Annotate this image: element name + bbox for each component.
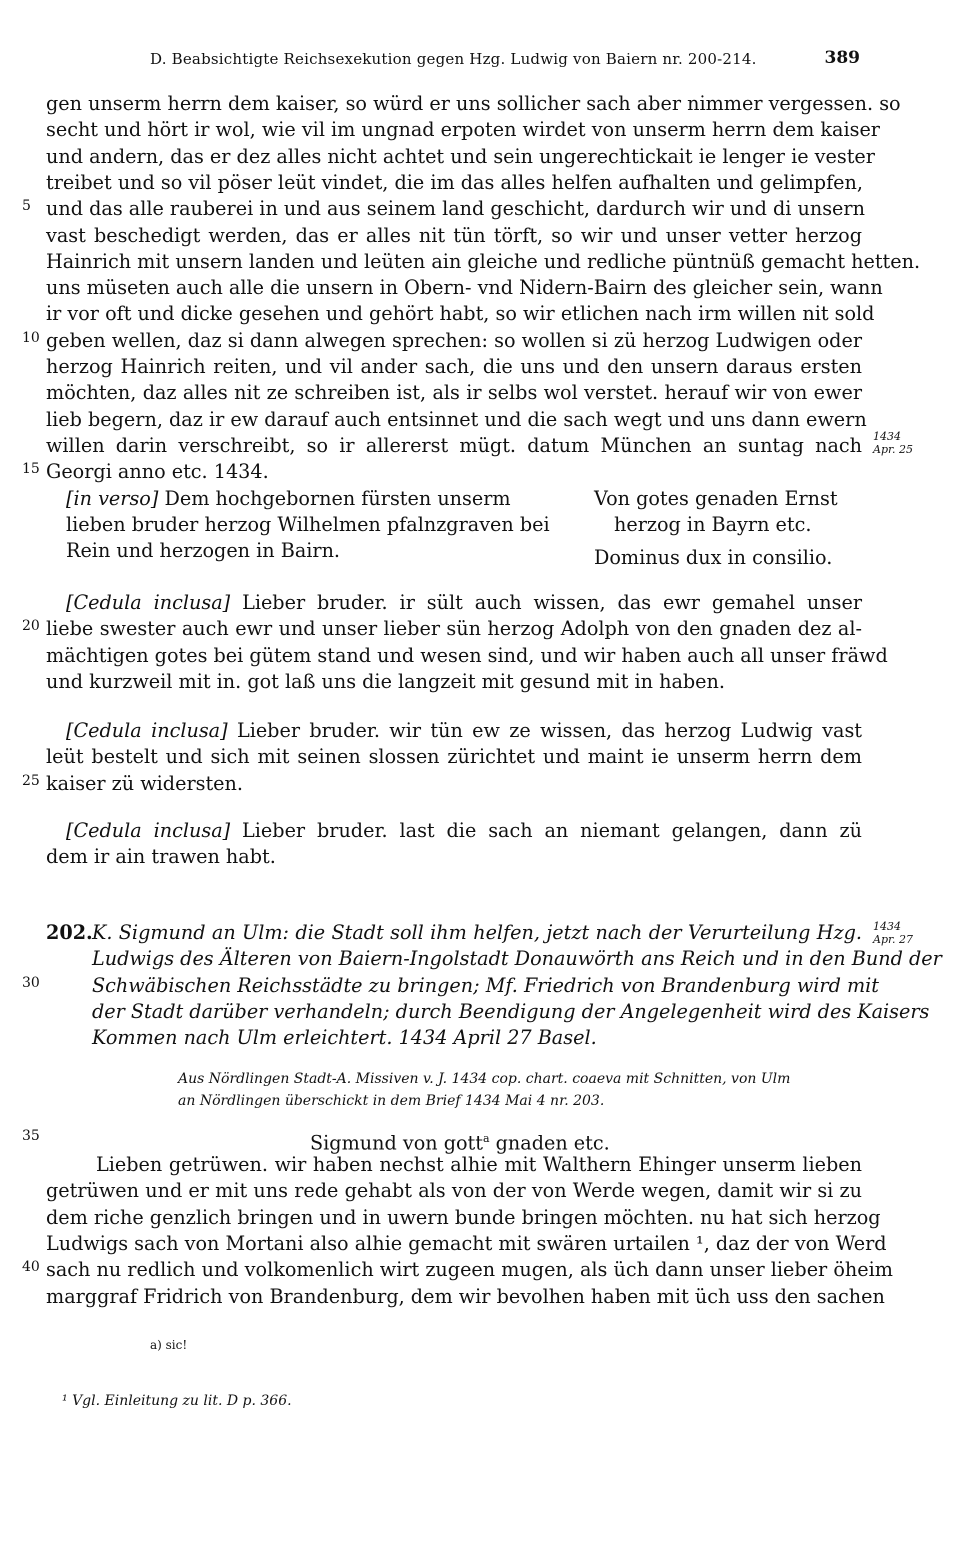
margin-day: Apr. 25 bbox=[873, 443, 914, 456]
cedula-label: [Cedula inclusa] bbox=[66, 819, 243, 842]
line-number: 40 bbox=[22, 1259, 40, 1276]
line-number: 10 bbox=[22, 329, 40, 346]
text-line: und andern, das er dez alles nicht achtet und sein ungerechtickait ie lenger ie vester bbox=[46, 144, 875, 168]
text-line: dem ir ain trawen habt. bbox=[46, 845, 276, 869]
cedula-text: Lieber bruder. ir sült auch wissen, das ewr gemahel unser bbox=[242, 591, 862, 614]
cedula-text: Lieber bruder. wir tün ew ze wissen, das herzog Ludwig vast bbox=[236, 719, 862, 742]
margin-date-2 bbox=[873, 920, 913, 946]
text-line: lieb begern, daz ir ew darauf auch entsinnet und die sach wegt und uns dann ewern bbox=[46, 407, 867, 431]
sender-line-2: herzog in Bayrn etc. bbox=[614, 513, 812, 536]
source-line-1: Aus Nördlingen Stadt-A. Missiven v. J. 1434 cop. chart. coaeva mit Schnitten, von Ulm bbox=[178, 1071, 791, 1087]
salutation-rest: gnaden etc. bbox=[489, 1131, 610, 1155]
verso-label: [in verso] bbox=[66, 487, 159, 510]
line-number: 30 bbox=[22, 974, 40, 991]
margin-year: 1434 bbox=[873, 430, 901, 443]
cedula-first-line bbox=[66, 818, 862, 844]
source-line-2: an Nördlingen überschickt in dem Brief 1434 Mai 4 nr. 203. bbox=[178, 1093, 605, 1109]
text-line: Hainrich mit unsern landen und leüten ain gleiche und redliche püntnüß gemacht hetten. bbox=[46, 249, 921, 273]
sender-line-1: Von gotes genaden Ernst bbox=[594, 487, 838, 510]
line-number: 15 bbox=[22, 461, 40, 478]
sender-line-3: Dominus dux in consilio. bbox=[594, 546, 833, 569]
running-header bbox=[150, 48, 860, 74]
cedula-first-line bbox=[66, 590, 862, 616]
running-title: D. Beabsichtigte Reichsexekution gegen Hzg. Ludwig von Baiern nr. 200-214. bbox=[150, 50, 757, 68]
text-line: der Stadt darüber verhandeln; durch Beendigung der Angelegenheit wird des Kaisers bbox=[92, 999, 930, 1023]
page-number: 389 bbox=[824, 48, 860, 68]
footnote-a: a) sic! bbox=[150, 1338, 188, 1352]
text-line: willen darin verschreibt, so ir allererst mügt. datum München an suntag nach bbox=[46, 433, 862, 457]
text-line: getrüwen und er mit uns rede gehabt als von der von Werde wegen, damit wir si zu bbox=[46, 1179, 862, 1203]
note-marker: a bbox=[482, 1132, 490, 1145]
cedula-label: [Cedula inclusa] bbox=[66, 719, 237, 742]
text-line: möchten, daz alles nit ze schreiben ist, als ir selbs wol verstet. herauf wir von ewer bbox=[46, 381, 862, 405]
text-line: und das alle rauberei in und aus seinem land geschicht, dardurch wir und di unsern bbox=[46, 197, 865, 221]
text-line: uns müseten auch alle die unsern in Obern- vnd Nidern-Bairn des gleicher sein, wann bbox=[46, 276, 883, 300]
text-line: gen unserm herrn dem kaiser, so würd er uns sollicher sach aber nimmer vergessen. so bbox=[46, 92, 901, 115]
address-left-1 bbox=[66, 486, 511, 512]
text-line: Georgi anno etc. 1434. bbox=[46, 460, 269, 484]
line-number: 35 bbox=[22, 1128, 40, 1144]
text-line: marggraf Fridrich von Brandenburg, dem wir bevolhen haben mit üch uss den sachen bbox=[46, 1284, 885, 1308]
text-line: kaiser zü widersten. bbox=[46, 771, 243, 795]
text-line: leüt bestelt und sich mit seinen slossen zürichtet und maint ie unserm herrn dem bbox=[46, 745, 862, 769]
cedula-label: [Cedula inclusa] bbox=[66, 591, 243, 614]
text-line: Lieben getrüwen. wir haben nechst alhie mit Walthern Ehinger unserm lieben bbox=[96, 1153, 862, 1176]
address-line: Dem hochgebornen fürsten unserm bbox=[164, 487, 511, 510]
text-line: K. Sigmund an Ulm: die Stadt soll ihm helfen, jetzt nach der Verurteilung Hzg. bbox=[92, 921, 862, 944]
text-line: geben wellen, daz si dann alwegen sprechen: so wollen si zü herzog Ludwigen oder bbox=[46, 328, 862, 352]
text-line: Kommen nach Ulm erleichtert. 1434 April 27 Basel. bbox=[92, 1026, 597, 1050]
text-line: Ludwigs sach von Mortani also alhie gemacht mit swären urtailen ¹, daz der von Werd bbox=[46, 1231, 887, 1255]
margin-year: 1434 bbox=[873, 920, 901, 933]
text-line: treibet und so vil pöser leüt vindet, die im das alles helfen aufhalten und gelimpfen, bbox=[46, 170, 863, 194]
text-line: herzog Hainrich reiten, und vil ander sach, die uns und den unsern daraus ersten bbox=[46, 355, 862, 378]
cedula-text: Lieber bruder. last die sach an niemant gelangen, dann zü bbox=[242, 819, 862, 842]
text-line: liebe swester auch ewr und unser lieber sün herzog Adolph von den gnaden dez al- bbox=[46, 617, 862, 641]
text-line: secht und hört ir wol, wie vil im ungnad erpoten wirdet von unserm herrn dem kaiser bbox=[46, 118, 880, 142]
text-line: sach nu redlich und volkomenlich wirt zugeen mugen, als üch dann unser lieber öheim bbox=[46, 1258, 893, 1282]
text-line: dem riche genzlich bringen und in uwern bunde bringen möchten. nu hat sich herzog bbox=[46, 1205, 881, 1229]
line-number: 25 bbox=[22, 772, 40, 789]
footnote-1: ¹ Vgl. Einleitung zu lit. D p. 366. bbox=[62, 1393, 292, 1409]
text-line: ir vor oft und dicke gesehen und gehört habt, so wir etlichen nach irm willen nit sold bbox=[46, 302, 875, 326]
doc-number: 202. bbox=[46, 921, 93, 944]
line-number: 20 bbox=[22, 618, 40, 635]
text-line: Ludwigs des Älteren von Baiern-Ingolstadt Donauwörth ans Reich und in den Bund der bbox=[92, 947, 942, 971]
margin-date-1 bbox=[873, 430, 913, 456]
margin-day: Apr. 27 bbox=[873, 933, 914, 946]
text-line: und kurzweil mit in. got laß uns die langzeit mit gesund mit in haben. bbox=[46, 669, 725, 693]
salutation-text: Sigmund von gott bbox=[310, 1131, 483, 1155]
address-left-3: Rein und herzogen in Bairn. bbox=[66, 539, 341, 562]
line-number: 5 bbox=[22, 198, 31, 215]
cedula-first-line bbox=[66, 718, 862, 744]
address-left-2: lieben bruder herzog Wilhelmen pfalnzgraven bei bbox=[66, 513, 550, 536]
text-line: Schwäbischen Reichsstädte zu bringen; Mf. Friedrich von Brandenburg wird mit bbox=[92, 973, 879, 997]
text-line: vast beschedigt werden, das er alles nit tün törft, so wir und unser vetter herzog bbox=[46, 223, 862, 247]
text-line: mächtigen gotes bei gütem stand und wesen sind, und wir haben auch all unser fräwd bbox=[46, 643, 888, 667]
